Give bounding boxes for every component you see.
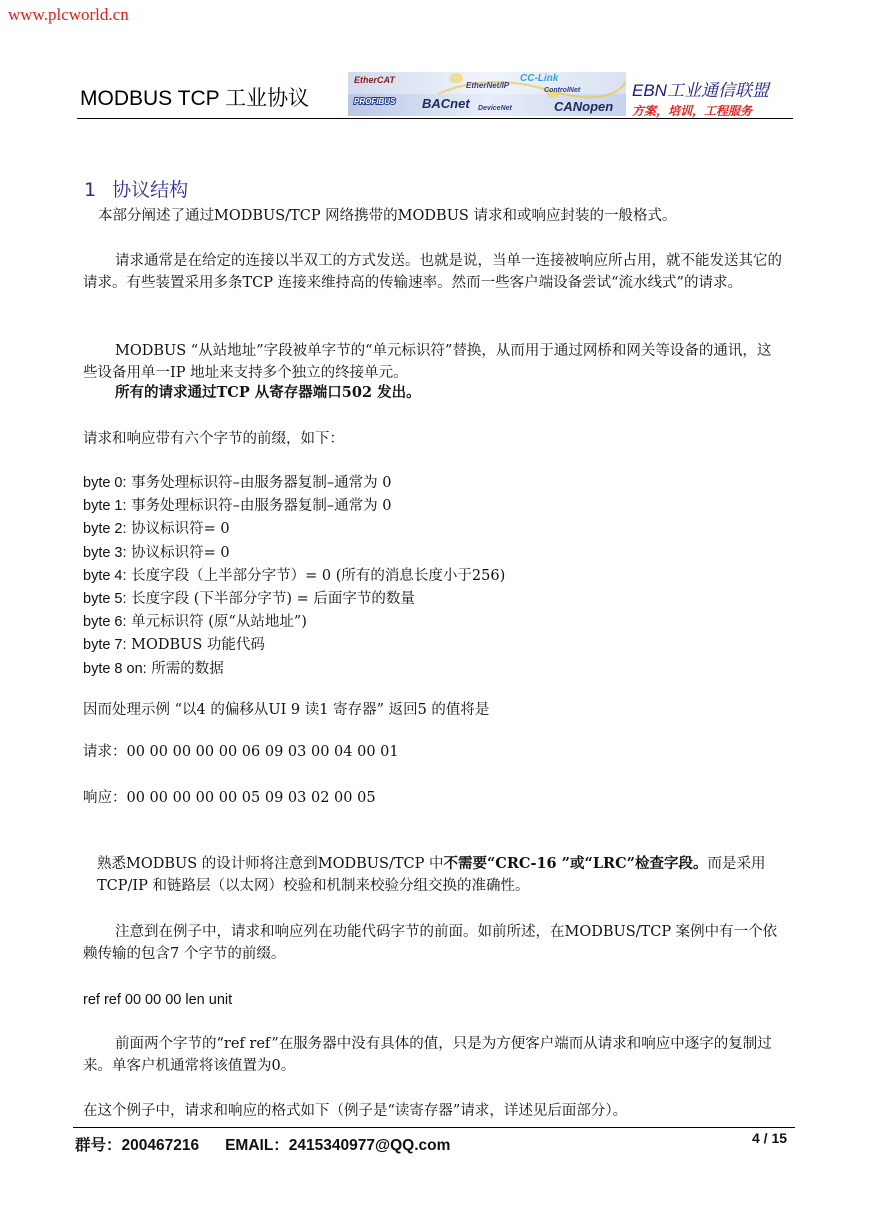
section-title: 协议结构	[112, 179, 189, 201]
unit-identifier-paragraph: MODBUS “从站地址”字段被单字节的“单元标识符”替换，从而用于通过网桥和网关等设备的通讯，这些设备用单一IP 地址来支持多个独立的终接单元。	[83, 343, 772, 381]
page-number: 4 / 15	[752, 1130, 788, 1146]
crc-note-paragraph: 熟悉MODBUS 的设计师将注意到MODBUS/TCP 中不需要“CRC-16 ”或“LRC”检查字段。而是采用TCP/IP 和链路层（以太网）校验和机制来校验分组交换的准确性。	[97, 855, 766, 894]
watermark-url: www.plcworld.cn	[8, 5, 129, 24]
prefix-format-line: ref ref 00 00 00 len unit	[83, 992, 233, 1008]
list-item: byte 7: MODBUS 功能代码	[83, 637, 265, 654]
logo-devicenet: DeviceNet	[478, 105, 512, 112]
prefix-intro: 请求和响应带有六个字节的前缀，如下：	[83, 431, 344, 447]
example-format-intro: 在这个例子中，请求和响应的格式如下（例子是“读寄存器”请求，详述见后面部分）。	[83, 1103, 628, 1119]
logo-ethercat: EtherCAT	[354, 75, 395, 85]
response-bytes: 响应：00 00 00 00 00 05 09 03 02 00 05	[83, 790, 376, 806]
example-description: 因而处理示例 “以4 的偏移从UI 9 读1 寄存器” 返回5 的值将是	[83, 702, 490, 718]
ref-ref-paragraph: 前面两个字节的“ref ref”在服务器中没有具体的值，只是为方便客户端而从请求和响应中逐字的复制过来。单客户机通常将该值置为0。	[83, 1036, 772, 1074]
byte-prefix-list	[83, 472, 505, 681]
logo-controlnet: ControlNet	[544, 87, 581, 94]
section-heading	[84, 175, 188, 202]
logo-canopen: CANopen	[554, 99, 614, 114]
logo-ethernet-ip: EtherNet/IP	[466, 81, 510, 90]
list-item: byte 1: 事务处理标识符–由服务器复制–通常为 0	[83, 498, 392, 515]
logo-profibus: PROFIBUS	[354, 97, 396, 106]
prefix-7-bytes-paragraph: 注意到在例子中，请求和响应列在功能代码字节的前面。如前所述，在MODBUS/TCP 案例中有一个依赖传输的包含7 个字节的前缀。	[83, 924, 778, 962]
document-title: MODBUS TCP 工业协议	[80, 87, 310, 110]
list-item: byte 5: 长度字段 (下半部分字节) = 后面字节的数量	[83, 591, 415, 608]
port-502-note	[115, 382, 421, 404]
header-rule	[77, 118, 793, 119]
email-address: EMAIL：2415340977@QQ.com	[225, 1137, 451, 1154]
list-item: byte 4: 长度字段（上半部分字节）= 0 (所有的消息长度小于256)	[83, 567, 506, 584]
group-number: 群号：200467216	[75, 1137, 200, 1154]
logo-cc-link: CC-Link	[520, 73, 559, 84]
half-duplex-paragraph: 请求通常是在给定的连接以半双工的方式发送。也就是说，当单一连接被响应所占用，就不能发送其它的请求。有些装置采用多条TCP 连接来维持高的传输速率。然而一些客户端设备尝试“流水线式”的请求。	[83, 253, 782, 291]
fieldbus-logo-banner	[348, 72, 626, 116]
brand-block	[632, 76, 769, 119]
port-502-text: 所有的请求通过TCP 从寄存器端口502 发出。	[115, 384, 421, 401]
logo-bacnet: BACnet	[422, 96, 470, 111]
list-item: byte 2: 协议标识符= 0	[83, 521, 230, 538]
brand-slogan: 方案，培训，工程服务	[632, 104, 753, 118]
footer-contact	[75, 1133, 450, 1155]
brand-name: EBN工业通信联盟	[632, 81, 769, 100]
list-item: byte 0: 事务处理标识符–由服务器复制–通常为 0	[83, 475, 392, 491]
intro-paragraph: 本部分阐述了通过MODBUS/TCP 网络携带的MODBUS 请求和或响应封装的一般格式。	[98, 208, 677, 224]
section-number: 1	[84, 179, 97, 201]
request-bytes: 请求：00 00 00 00 00 06 09 03 00 04 00 01	[83, 744, 399, 760]
footer-rule	[73, 1127, 795, 1128]
list-item: byte 3: 协议标识符= 0	[83, 544, 230, 561]
list-item: byte 8 on: 所需的数据	[83, 660, 224, 677]
list-item: byte 6: 单元标识符 (原“从站地址”)	[83, 614, 307, 631]
